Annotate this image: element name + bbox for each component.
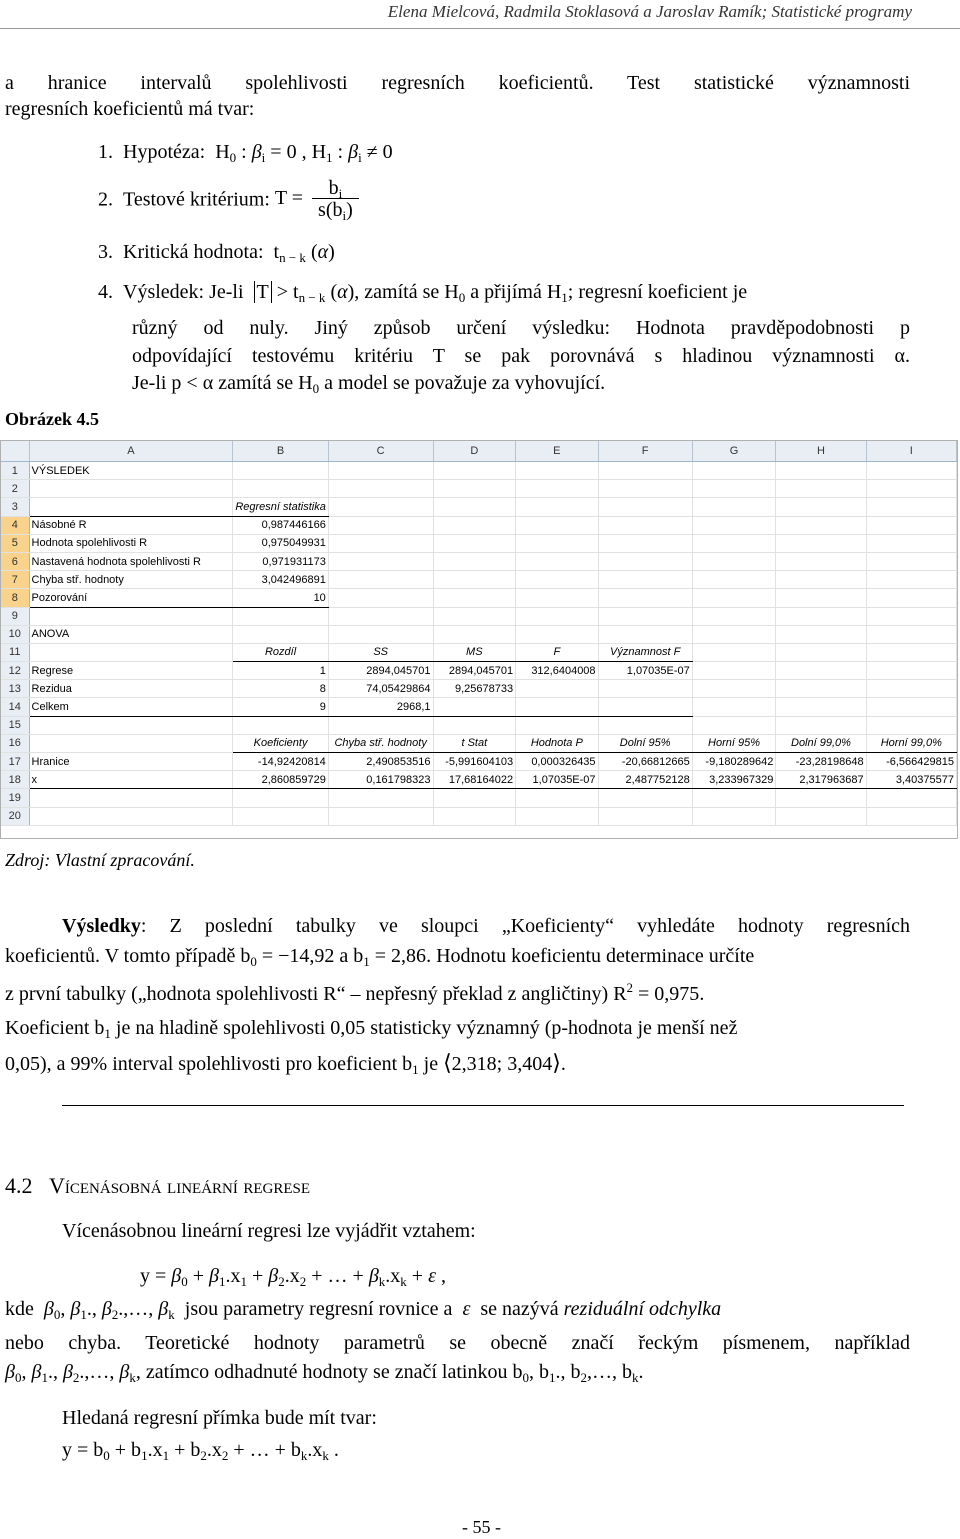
- sheet-row: [1, 516, 957, 534]
- row-header[interactable]: 9: [1, 607, 29, 625]
- sheet-cell[interactable]: [692, 789, 776, 807]
- intro-line-2: regresních koeficientů má tvar:: [5, 98, 255, 120]
- column-header[interactable]: B: [233, 441, 328, 462]
- step-1: [98, 140, 393, 164]
- sheet-row: [1, 534, 957, 552]
- sheet-cell[interactable]: [692, 662, 776, 680]
- sheet-cell[interactable]: [433, 480, 516, 498]
- section-line-4-text: , zatímco odhadnuté hodnoty se značí latinkou: [135, 1361, 508, 1383]
- sheet-cell[interactable]: [433, 534, 516, 552]
- sheet-row: [1, 753, 957, 771]
- sheet-cell[interactable]: [233, 789, 328, 807]
- sheet-cell[interactable]: [692, 807, 776, 825]
- sheet-cell[interactable]: x: [29, 771, 233, 789]
- sheet-cell[interactable]: [598, 534, 692, 552]
- sheet-cell[interactable]: 1,07035E-07: [516, 771, 598, 789]
- kde-word: kde: [5, 1298, 34, 1320]
- kde-text-b: se nazývá: [480, 1298, 559, 1320]
- b0-value: = −14,92: [256, 945, 335, 967]
- spreadsheet-body: [1, 462, 957, 826]
- sheet-cell[interactable]: Významnost F: [598, 643, 692, 661]
- column-header[interactable]: H: [776, 441, 866, 462]
- sheet-row: [1, 480, 957, 498]
- sheet-cell[interactable]: Rezidua: [29, 680, 233, 698]
- row-header[interactable]: 13: [1, 680, 29, 698]
- sheet-row: [1, 680, 957, 698]
- sheet-row: [1, 552, 957, 570]
- step-4-text-b: a přijímá H: [465, 281, 562, 303]
- section-paragraph-2: Hledaná regresní přímka bude mít tvar:: [62, 1407, 377, 1429]
- row-header[interactable]: 10: [1, 625, 29, 643]
- sheet-cell[interactable]: [598, 789, 692, 807]
- sheet-cell[interactable]: [516, 516, 598, 534]
- sheet-cell[interactable]: [692, 534, 776, 552]
- sheet-cell[interactable]: [516, 789, 598, 807]
- sheet-cell[interactable]: [233, 607, 328, 625]
- sheet-cell[interactable]: 2,860859729: [233, 771, 328, 789]
- sheet-cell[interactable]: 10: [233, 589, 328, 607]
- sheet-cell[interactable]: [866, 716, 956, 734]
- column-header[interactable]: F: [598, 441, 692, 462]
- sheet-cell[interactable]: [433, 498, 516, 516]
- sheet-cell[interactable]: [328, 498, 433, 516]
- sheet-cell[interactable]: [692, 462, 776, 480]
- results-line-4-b: je na hladině spolehlivosti 0,05 statisticky významný (p-hodnota je menší než: [110, 1017, 738, 1039]
- sheet-cell[interactable]: [776, 498, 866, 516]
- step-3: [98, 240, 335, 264]
- sheet-cell[interactable]: [233, 807, 328, 825]
- row-header[interactable]: 4: [1, 516, 29, 534]
- results-line-3-a: z první tabulky („hodnota spolehlivosti R“ – nepřesný překlad z angličtiny): [5, 983, 614, 1005]
- sheet-cell[interactable]: Regrese: [29, 662, 233, 680]
- row-header[interactable]: 8: [1, 589, 29, 607]
- sheet-cell[interactable]: [433, 716, 516, 734]
- sheet-cell[interactable]: [328, 716, 433, 734]
- sheet-cell[interactable]: [516, 625, 598, 643]
- sheet-cell[interactable]: [516, 480, 598, 498]
- sheet-cell[interactable]: [516, 607, 598, 625]
- results-line-3: [5, 982, 704, 1006]
- row-header[interactable]: 5: [1, 534, 29, 552]
- sheet-cell[interactable]: 0,975049931: [233, 534, 328, 552]
- sheet-cell[interactable]: [776, 625, 866, 643]
- section-paragraph-1: Vícenásobnou lineární regresi lze vyjádřit vztahem:: [62, 1220, 476, 1242]
- step-4-text-c: ; regresní koeficient je: [567, 281, 748, 303]
- sheet-cell[interactable]: [776, 516, 866, 534]
- sheet-cell[interactable]: [598, 589, 692, 607]
- section-heading: [5, 1172, 310, 1200]
- sheet-cell[interactable]: [776, 643, 866, 661]
- step-4-label: 4. Výsledek: Je-li: [98, 281, 244, 303]
- column-header[interactable]: A: [29, 441, 233, 462]
- sheet-cell[interactable]: [692, 643, 776, 661]
- sheet-cell[interactable]: [866, 534, 956, 552]
- sheet-cell[interactable]: 2894,045701: [328, 662, 433, 680]
- sheet-row: [1, 571, 957, 589]
- sheet-cell[interactable]: [433, 589, 516, 607]
- sheet-cell[interactable]: [598, 698, 692, 716]
- sheet-cell[interactable]: [776, 571, 866, 589]
- sheet-cell[interactable]: [692, 625, 776, 643]
- sheet-cell[interactable]: [692, 571, 776, 589]
- step-2: [98, 178, 363, 221]
- sheet-cell[interactable]: [776, 552, 866, 570]
- sheet-cell[interactable]: [433, 552, 516, 570]
- sheet-cell[interactable]: [598, 625, 692, 643]
- sheet-cell[interactable]: [29, 807, 233, 825]
- sheet-cell[interactable]: 9: [233, 698, 328, 716]
- sheet-cell[interactable]: [29, 734, 233, 752]
- sheet-cell[interactable]: [776, 607, 866, 625]
- sheet-cell[interactable]: [692, 498, 776, 516]
- sheet-cell[interactable]: [516, 571, 598, 589]
- figure-label: Obrázek 4.5: [5, 409, 99, 429]
- row-header[interactable]: 16: [1, 734, 29, 752]
- sheet-cell[interactable]: [692, 716, 776, 734]
- sheet-cell[interactable]: Chyba stř. hodnoty: [328, 734, 433, 752]
- results-line-5-b: je: [418, 1053, 444, 1075]
- results-line-1-text: : Z poslední tabulky ve sloupci „Koeficienty“ vyhledáte hodnoty regresních: [140, 915, 910, 937]
- sheet-cell[interactable]: [692, 589, 776, 607]
- sheet-cell[interactable]: 3,233967329: [692, 771, 776, 789]
- sheet-cell[interactable]: [29, 480, 233, 498]
- sheet-cell[interactable]: [692, 552, 776, 570]
- residual-term: reziduální odchylka: [563, 1298, 722, 1320]
- sheet-cell[interactable]: [516, 716, 598, 734]
- sheet-cell[interactable]: [328, 571, 433, 589]
- sheet-cell[interactable]: [866, 625, 956, 643]
- sheet-cell[interactable]: Pozorování: [29, 589, 233, 607]
- sheet-cell[interactable]: 3,40375577: [866, 771, 956, 789]
- estimated-regression-equation: $y = b_0 + b_1.x_1 + b_2.x_2$ + … + $b_k.x_k$ .: [62, 1439, 339, 1463]
- sheet-cell[interactable]: [433, 625, 516, 643]
- results-line-2-b: a: [334, 945, 354, 967]
- multiple-regression-equation: $y = \beta_0 + \beta_1.x_1 + \beta_2.x_2$ + … + $\beta_k.x_k + \varepsilon$ ,: [140, 1265, 446, 1289]
- sheet-cell[interactable]: [328, 625, 433, 643]
- sheet-cell[interactable]: [516, 498, 598, 516]
- sheet-cell[interactable]: Koeficienty: [233, 734, 328, 752]
- intro-line-1: a hranice intervalů spolehlivosti regresních koeficientů. Test statistické významnosti: [5, 72, 910, 94]
- sheet-cell[interactable]: -23,28198648: [776, 753, 866, 771]
- sheet-cell[interactable]: [776, 534, 866, 552]
- sheet-cell[interactable]: MS: [433, 643, 516, 661]
- sheet-cell[interactable]: [866, 516, 956, 534]
- sheet-cell[interactable]: 0,161798323: [328, 771, 433, 789]
- hypothesis-formula: $H_0$ : $\beta_i = 0$ , $H_1$ : $\beta_i \ne 0$: [210, 141, 393, 165]
- interval-value: 2,318; 3,404: [451, 1053, 553, 1075]
- sheet-cell[interactable]: -6,566429815: [866, 753, 956, 771]
- row-header[interactable]: 19: [1, 789, 29, 807]
- sheet-cell[interactable]: 3,042496891: [233, 571, 328, 589]
- sheet-cell[interactable]: [866, 589, 956, 607]
- sheet-cell[interactable]: Násobné R: [29, 516, 233, 534]
- page-number: - 55 -: [462, 1517, 501, 1537]
- sheet-cell[interactable]: [776, 698, 866, 716]
- sheet-cell[interactable]: 8: [233, 680, 328, 698]
- row-header[interactable]: 3: [1, 498, 29, 516]
- sheet-cell[interactable]: 1: [233, 662, 328, 680]
- sheet-row: [1, 589, 957, 607]
- sheet-cell[interactable]: [776, 807, 866, 825]
- corner-cell[interactable]: [1, 441, 29, 462]
- sheet-cell[interactable]: -5,991604103: [433, 753, 516, 771]
- sheet-cell[interactable]: Hranice: [29, 753, 233, 771]
- sheet-cell[interactable]: [433, 789, 516, 807]
- sheet-cell[interactable]: [516, 680, 598, 698]
- column-header[interactable]: G: [692, 441, 776, 462]
- b1-formula: $b_1 = 2,86$: [353, 945, 427, 969]
- sheet-cell[interactable]: [433, 698, 516, 716]
- sheet-cell[interactable]: [692, 698, 776, 716]
- results-line-2-c: . Hodnotu koeficientu determinace určíte: [426, 945, 755, 967]
- sheet-row: [1, 662, 957, 680]
- sheet-cell[interactable]: Regresní statistika: [233, 498, 328, 516]
- sheet-cell[interactable]: SS: [328, 643, 433, 661]
- sheet-cell[interactable]: [328, 589, 433, 607]
- sheet-cell[interactable]: [328, 789, 433, 807]
- row-header[interactable]: 14: [1, 698, 29, 716]
- sheet-cell[interactable]: t Stat: [433, 734, 516, 752]
- test-statistic-formula: T = $\frac{b_i}{s(b_i)}$: [275, 187, 363, 209]
- step-4-line-4: Je-li p < α zamítá se $H_0$ a model se považuje za vyhovující.: [132, 372, 606, 396]
- sheet-cell[interactable]: [233, 716, 328, 734]
- sheet-cell[interactable]: 0,971931173: [233, 552, 328, 570]
- sheet-cell[interactable]: ANOVA: [29, 625, 233, 643]
- step-4-text-a: , zamítá se H: [354, 281, 459, 303]
- kde-line: kde $\beta_0$, $\beta_1$., $\beta_2.,\dots$, $\beta_k$ jsou parametry regresní rovnice a ε se nazývá reziduální odchylka: [5, 1298, 722, 1322]
- sheet-cell[interactable]: [692, 480, 776, 498]
- sheet-cell[interactable]: [866, 807, 956, 825]
- critical-value-formula: $t_{n - k}$ (α): [268, 241, 335, 265]
- sheet-cell[interactable]: [866, 480, 956, 498]
- sheet-cell[interactable]: [29, 716, 233, 734]
- sheet-cell[interactable]: [598, 807, 692, 825]
- sheet-cell[interactable]: [233, 625, 328, 643]
- sheet-row: [1, 625, 957, 643]
- step-4-line-4-a: Je-li p < α zamítá se H: [132, 372, 313, 394]
- sheet-cell[interactable]: [692, 680, 776, 698]
- sheet-cell[interactable]: 1,07035E-07: [598, 662, 692, 680]
- sheet-cell[interactable]: [433, 807, 516, 825]
- results-line-2-a: koeficientů. V tomto případě: [5, 945, 241, 967]
- horizontal-rule: [62, 1105, 904, 1106]
- column-header[interactable]: E: [516, 441, 598, 462]
- sheet-cell[interactable]: [776, 680, 866, 698]
- sheet-cell[interactable]: [233, 480, 328, 498]
- step-1-label: 1. Hypotéza:: [98, 141, 206, 163]
- sheet-cell[interactable]: Horní 99,0%: [866, 734, 956, 752]
- step-3-label: 3. Kritická hodnota:: [98, 241, 264, 263]
- sheet-cell[interactable]: [29, 643, 233, 661]
- sheet-row: [1, 771, 957, 789]
- column-header[interactable]: I: [866, 441, 956, 462]
- sheet-cell[interactable]: [866, 643, 956, 661]
- column-header[interactable]: D: [433, 441, 516, 462]
- b0-formula: $b_0 = -14,92$: [240, 945, 335, 969]
- section-line-3: nebo chyba. Teoretické hodnoty parametrů se obecně značí řeckým písmenem, například: [5, 1332, 910, 1354]
- sheet-cell[interactable]: 2,490853516: [328, 753, 433, 771]
- sheet-row: [1, 734, 957, 752]
- sheet-cell[interactable]: 2894,045701: [433, 662, 516, 680]
- figure-source: Zdroj: Vlastní zpracování.: [5, 850, 195, 870]
- sheet-cell[interactable]: [516, 552, 598, 570]
- sheet-cell[interactable]: 0,000326435: [516, 753, 598, 771]
- sheet-cell[interactable]: Hodnota spolehlivosti R: [29, 534, 233, 552]
- decision-formula: $T > t_{n - k}$ (α): [249, 281, 355, 303]
- running-header: Elena Mielcová, Radmila Stoklasová a Jaroslav Ramík; Statistické programy: [387, 2, 912, 21]
- sheet-cell[interactable]: [516, 807, 598, 825]
- row-header[interactable]: 2: [1, 480, 29, 498]
- sheet-cell[interactable]: [433, 571, 516, 589]
- sheet-cell[interactable]: 0,987446166: [233, 516, 328, 534]
- sheet-cell[interactable]: [692, 607, 776, 625]
- row-header[interactable]: 1: [1, 462, 29, 480]
- step-4: 4. Výsledek: Je-li $T > t_{n - k}$ (α), zamítá se $H_0$ a přijímá $H_1$; regresní koeficient je: [98, 281, 748, 305]
- sheet-cell[interactable]: [433, 607, 516, 625]
- sheet-row: [1, 498, 957, 516]
- sheet-cell[interactable]: [776, 462, 866, 480]
- section-number: 4.2: [5, 1173, 33, 1198]
- sheet-cell[interactable]: [866, 680, 956, 698]
- step-4-line-3: odpovídající testovému kritériu T se pak porovnává s hladinou významnosti α.: [132, 345, 910, 367]
- step-4-line-2: různý od nuly. Jiný způsob určení výsledku: Hodnota pravděpodobnosti p: [132, 317, 910, 339]
- sheet-cell[interactable]: [598, 552, 692, 570]
- sheet-cell[interactable]: 2,317963687: [776, 771, 866, 789]
- sheet-cell[interactable]: [866, 498, 956, 516]
- sheet-cell[interactable]: Nastavená hodnota spolehlivosti R: [29, 552, 233, 570]
- step-2-label: 2. Testové kritérium:: [98, 188, 270, 211]
- sheet-cell[interactable]: [516, 589, 598, 607]
- column-header[interactable]: C: [328, 441, 433, 462]
- sheet-cell[interactable]: [516, 698, 598, 716]
- sheet-cell[interactable]: [776, 789, 866, 807]
- sheet-cell[interactable]: -20,66812665: [598, 753, 692, 771]
- sheet-cell[interactable]: [776, 716, 866, 734]
- sheet-row: [1, 698, 957, 716]
- sheet-cell[interactable]: [433, 516, 516, 534]
- row-header[interactable]: 7: [1, 571, 29, 589]
- sheet-cell[interactable]: [328, 552, 433, 570]
- sheet-cell[interactable]: [776, 662, 866, 680]
- sheet-row: [1, 807, 957, 825]
- row-header[interactable]: 12: [1, 662, 29, 680]
- sheet-row: [1, 607, 957, 625]
- sheet-cell[interactable]: Dolní 99,0%: [776, 734, 866, 752]
- sheet-cell[interactable]: [233, 462, 328, 480]
- results-line-1: [62, 914, 910, 938]
- sheet-cell[interactable]: Celkem: [29, 698, 233, 716]
- row-header[interactable]: 6: [1, 552, 29, 570]
- sheet-cell[interactable]: [692, 516, 776, 534]
- section-line-4: $\beta_0$, $\beta_1$., $\beta_2.,\dots$, $\beta_k$, zatímco odhadnuté hodnoty se značí latinkou $b_0$, $b_1$., $b_2,\dots$, $b_k$.: [5, 1361, 644, 1385]
- sheet-cell[interactable]: [598, 607, 692, 625]
- header-rule: [0, 28, 960, 29]
- sheet-cell[interactable]: [328, 480, 433, 498]
- sheet-cell[interactable]: [598, 462, 692, 480]
- sheet-cell[interactable]: [328, 462, 433, 480]
- sheet-cell[interactable]: 17,68164022: [433, 771, 516, 789]
- sheet-cell[interactable]: [29, 789, 233, 807]
- sheet-cell[interactable]: 9,25678733: [433, 680, 516, 698]
- results-line-5-a: 0,05), a 99% interval spolehlivosti pro koeficient: [5, 1053, 403, 1075]
- sheet-cell[interactable]: Dolní 95%: [598, 734, 692, 752]
- sheet-row: [1, 716, 957, 734]
- sheet-cell[interactable]: [866, 662, 956, 680]
- row-header[interactable]: 11: [1, 643, 29, 661]
- sheet-cell[interactable]: 2968,1: [328, 698, 433, 716]
- sheet-cell[interactable]: -9,180289642: [692, 753, 776, 771]
- row-header[interactable]: 15: [1, 716, 29, 734]
- row-header[interactable]: 20: [1, 807, 29, 825]
- sheet-cell[interactable]: -14,92420814: [233, 753, 328, 771]
- sheet-cell[interactable]: [866, 552, 956, 570]
- sheet-cell[interactable]: [516, 462, 598, 480]
- sheet-cell[interactable]: [598, 571, 692, 589]
- r2-value: = 0,975: [633, 983, 700, 1005]
- sheet-row: [1, 643, 957, 661]
- results-line-4-a: Koeficient: [5, 1017, 95, 1039]
- sheet-cell[interactable]: [29, 607, 233, 625]
- r2-formula: $R^2 = 0,975$.: [613, 980, 705, 1005]
- sheet-cell[interactable]: [29, 498, 233, 516]
- sheet-cell[interactable]: [598, 498, 692, 516]
- sheet-cell[interactable]: [598, 480, 692, 498]
- spreadsheet-grid: [1, 441, 957, 826]
- sheet-cell[interactable]: [776, 589, 866, 607]
- section-title: Vícenásobná lineární regrese: [49, 1173, 311, 1198]
- sheet-row: [1, 789, 957, 807]
- sheet-cell[interactable]: [866, 462, 956, 480]
- results-line-4: Koeficient $b_1$ je na hladině spolehlivosti 0,05 statisticky významný (p-hodnota je menší než: [5, 1017, 738, 1041]
- sheet-cell[interactable]: [328, 534, 433, 552]
- sheet-cell[interactable]: Chyba stř. hodnoty: [29, 571, 233, 589]
- sheet-cell[interactable]: [598, 716, 692, 734]
- results-line-2: [5, 944, 754, 968]
- row-header[interactable]: 18: [1, 771, 29, 789]
- sheet-cell[interactable]: [866, 789, 956, 807]
- row-header[interactable]: 17: [1, 753, 29, 771]
- sheet-cell[interactable]: 2,487752128: [598, 771, 692, 789]
- sheet-cell[interactable]: [866, 607, 956, 625]
- sheet-cell[interactable]: [598, 516, 692, 534]
- sheet-cell[interactable]: [433, 462, 516, 480]
- sheet-cell[interactable]: Hodnota P: [516, 734, 598, 752]
- sheet-cell[interactable]: VÝSLEDEK: [29, 462, 233, 480]
- sheet-cell[interactable]: [328, 607, 433, 625]
- results-line-5: 0,05), a 99% interval spolehlivosti pro koeficient $b_1$ je ⟨2,318; 3,404⟩.: [5, 1050, 566, 1077]
- column-header-row: [1, 441, 957, 462]
- results-bold-word: Výsledky: [62, 915, 141, 937]
- sheet-cell[interactable]: 312,6404008: [516, 662, 598, 680]
- spreadsheet-figure: [0, 440, 958, 839]
- sheet-cell[interactable]: [516, 534, 598, 552]
- sheet-cell[interactable]: [776, 480, 866, 498]
- kde-text-a: jsou parametry regresní rovnice a: [184, 1298, 453, 1320]
- sheet-cell[interactable]: Horní 95%: [692, 734, 776, 752]
- sheet-cell[interactable]: [866, 698, 956, 716]
- sheet-cell[interactable]: Rozdíl: [233, 643, 328, 661]
- step-4-line-4-b: a model se považuje za vyhovující.: [319, 372, 606, 394]
- sheet-cell[interactable]: [598, 680, 692, 698]
- sheet-row: [1, 462, 957, 480]
- b1-value: = 2,86: [369, 945, 427, 967]
- sheet-cell[interactable]: [328, 516, 433, 534]
- sheet-cell[interactable]: F: [516, 643, 598, 661]
- sheet-cell[interactable]: [866, 571, 956, 589]
- sheet-cell[interactable]: [328, 807, 433, 825]
- sheet-cell[interactable]: 74,05429864: [328, 680, 433, 698]
